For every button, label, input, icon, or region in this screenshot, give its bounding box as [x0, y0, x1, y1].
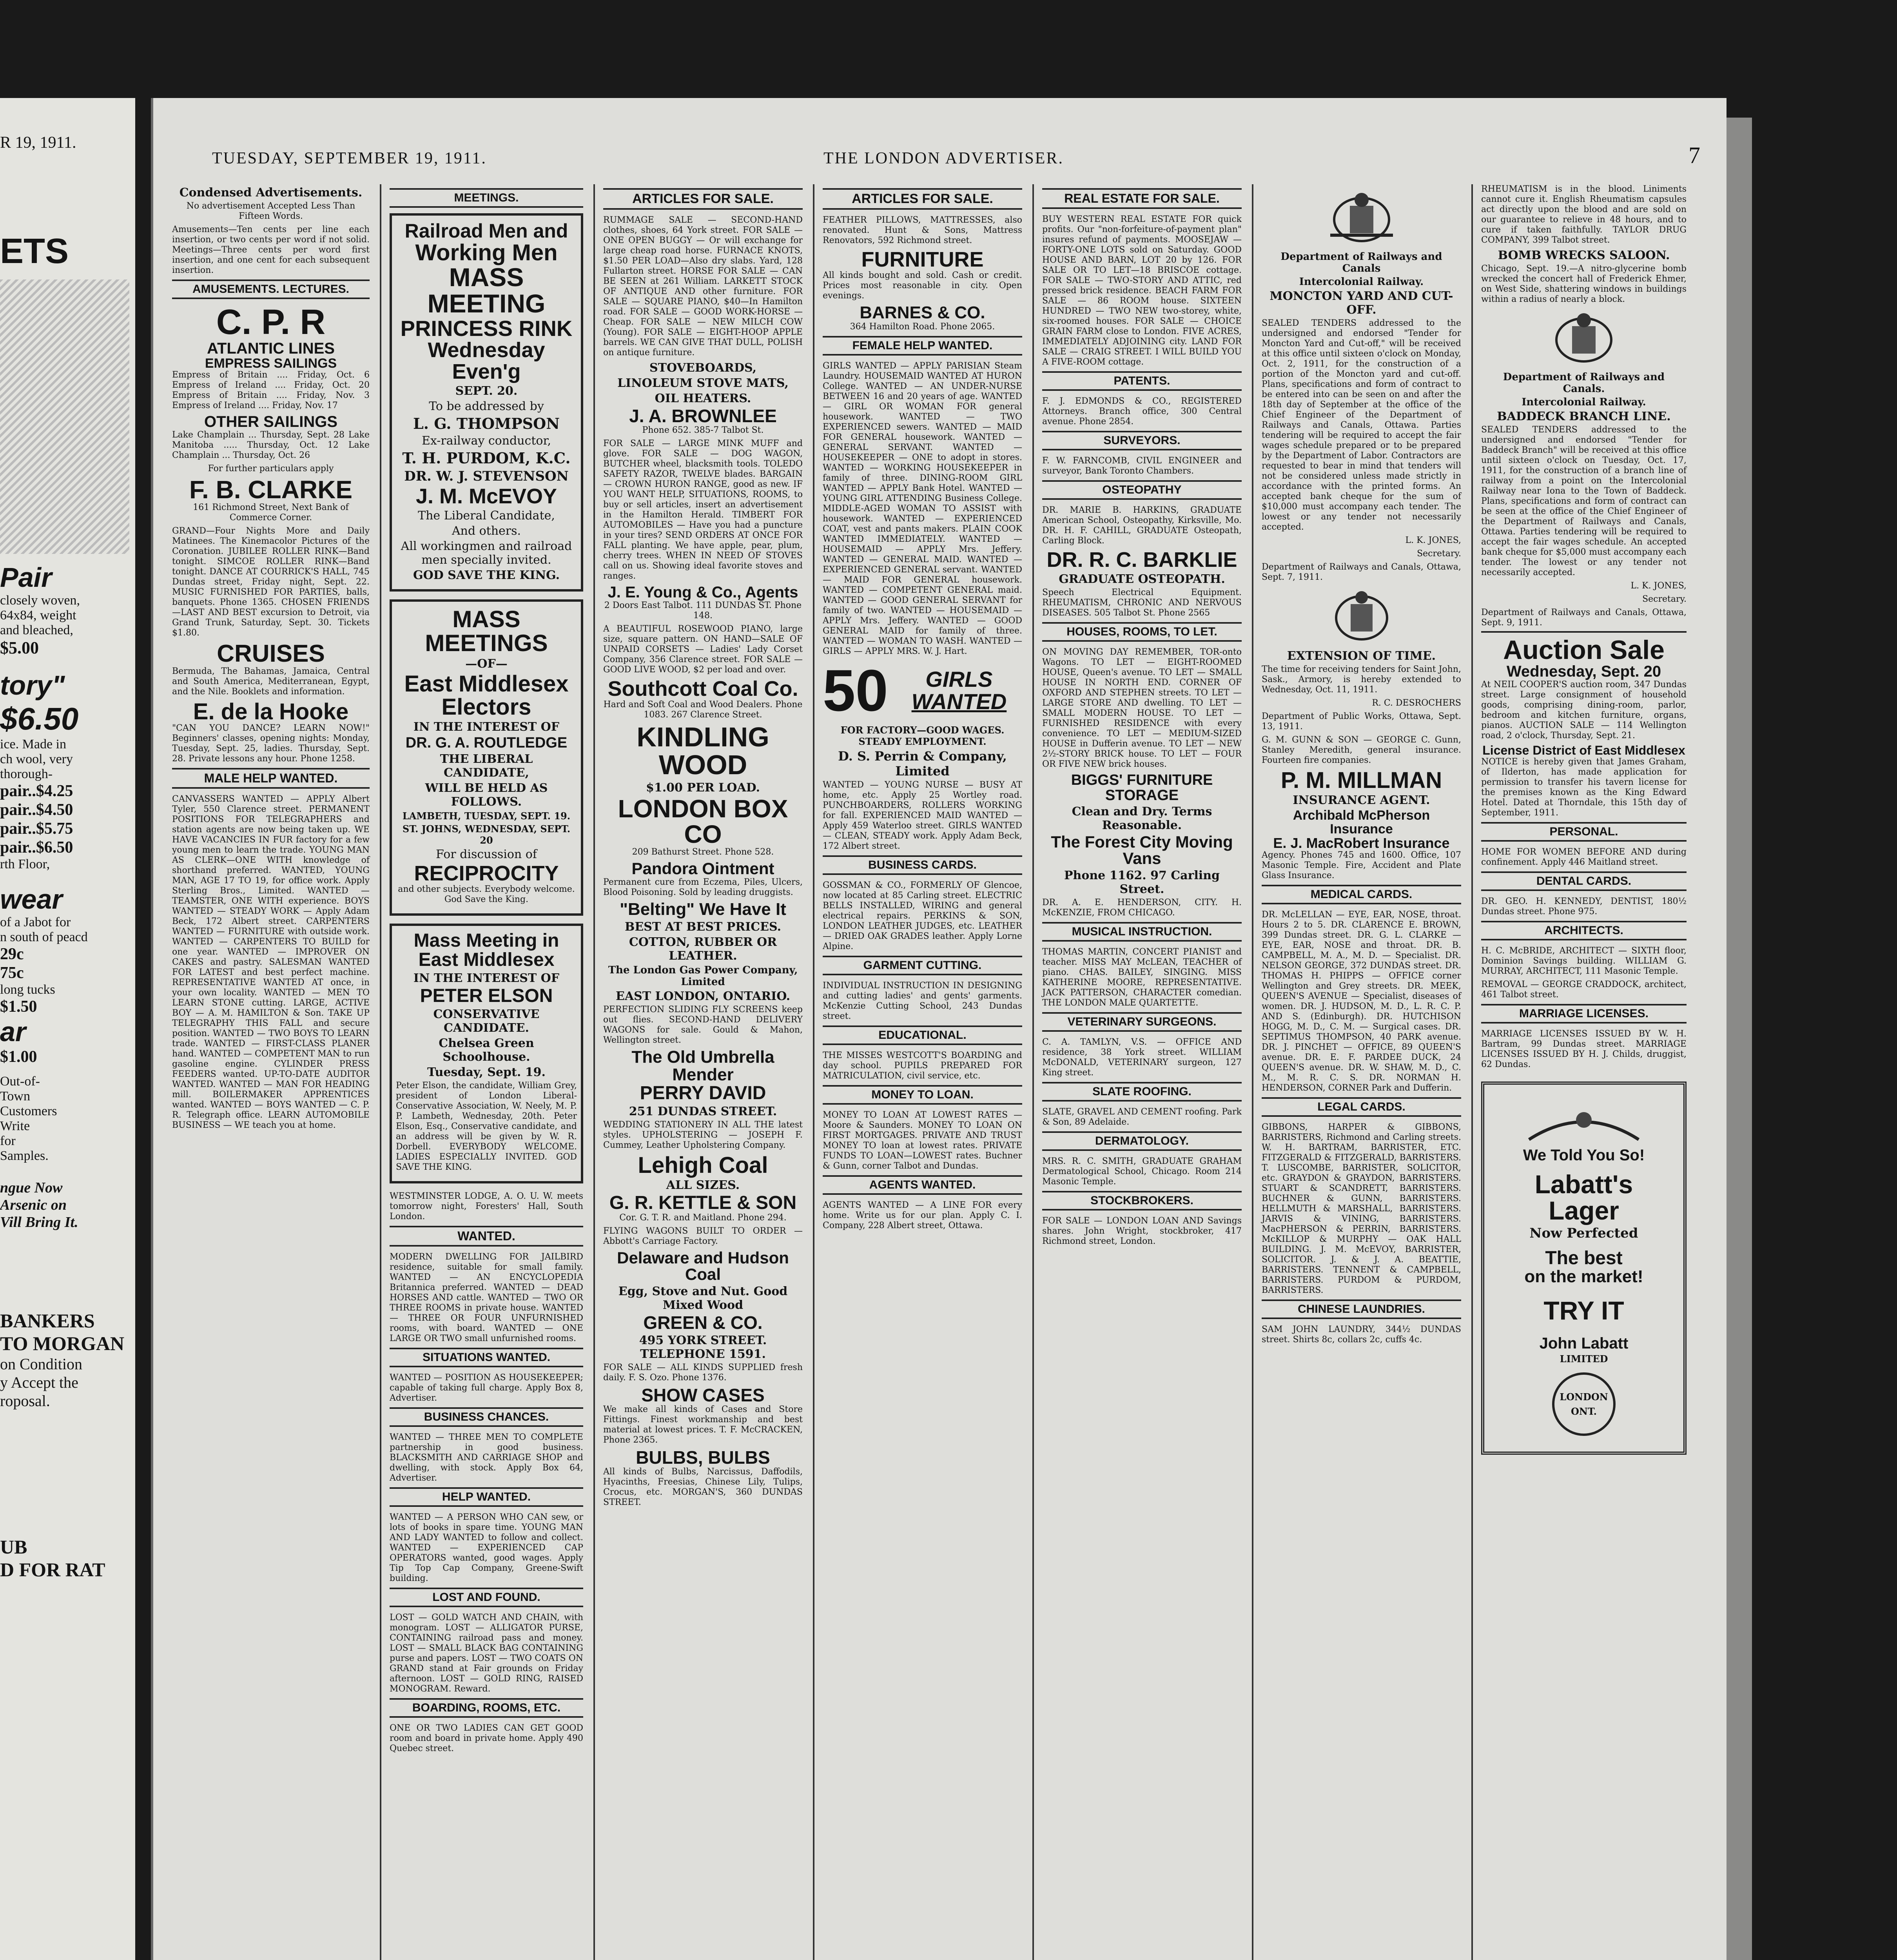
prev-fragment: roposal. — [0, 1392, 50, 1410]
ad-line: IN THE INTEREST OF — [413, 720, 560, 734]
storage-sub: Clean and Dry. Terms Reasonable. — [1072, 804, 1212, 832]
situations-text: WANTED — POSITION AS HOUSEKEEPER; capable of taking full charge. Apply Box 8, Advertiser. — [390, 1372, 583, 1403]
labatt-best: The best — [1545, 1248, 1623, 1269]
showcases-title: SHOW CASES — [641, 1385, 765, 1406]
dental-heading: DENTAL CARDS. — [1481, 871, 1687, 891]
prev-fragment: long tucks — [0, 982, 55, 997]
delaware-title: Delaware and Hudson Coal — [617, 1248, 789, 1284]
column-real-estate — [1035, 184, 1249, 1960]
ad-line: To be addressed by — [429, 399, 544, 414]
prev-fragment: y Accept the — [0, 1374, 78, 1391]
fb-clarke-address: 161 Richmond Street, Next Bank of Commerce Corner. — [193, 503, 349, 523]
ad-line: DR. W. J. STEVENSON — [404, 468, 569, 485]
prev-fragment: tory" — [0, 670, 65, 701]
business-cards-text: GOSSMAN & CO., FORMERLY OF Glencoe, now located at 85 Carling street. ELECTRIC BELLS INSTALLED, WIRING and general electrical repairs. PERKINS & SON, LONDON LEATHER JUDGES, etc. LEATHER — DRIED OAK GRADES leather. Apply Lorne Alpine. — [823, 880, 1022, 951]
seal-province: ONT. — [1571, 1406, 1597, 1417]
ad-line: All workingmen and railroad men specially invited. — [401, 539, 572, 567]
ad-line: CONSERVATIVE CANDIDATE. — [433, 1007, 540, 1035]
page-edge — [1727, 118, 1752, 1960]
stove-ad-line: LINOLEUM STOVE MATS, — [617, 376, 789, 390]
umbrella-name: PERRY DAVID — [640, 1082, 766, 1103]
veterinary-heading: VETERINARY SURGEONS. — [1042, 1012, 1242, 1032]
condensed-title: Condensed Advertisements. — [179, 186, 363, 200]
hooke-title: E. de la Hooke — [193, 699, 349, 724]
articles-heading-2: ARTICLES FOR SALE. — [823, 188, 1022, 210]
prev-fragment: UB — [0, 1536, 27, 1558]
ad-line: East Middlesex — [418, 949, 555, 970]
ad-line: MASS MEETINGS — [425, 606, 548, 657]
help-text-2: WANTED — YOUNG NURSE — BUSY AT home, etc. Apply 25 Wortley road. PUNCHBOARDERS, ROLLERS WORKING for fall. EXPERIENCED MAID WANTED — Apply 459 Waterloo street. GIRLS WANTED — CLEAN, STEADY work. Apply Adam Beck, 172 Albert street. — [823, 780, 1022, 851]
header-paper-name: THE LONDON ADVERTISER. — [823, 149, 1064, 167]
labatt-lager: Lager — [1549, 1196, 1619, 1225]
boarding-heading: BOARDING, ROOMS, ETC. — [390, 1698, 583, 1718]
stove-ad-line: OIL HEATERS. — [655, 392, 751, 405]
belting-line: The London Gas Power Company, Limited — [608, 964, 798, 988]
agents-text: AGENTS WANTED — A LINE FOR every home. Write us for our plan. Apply C. I. Company, 228 Albert street, Ottawa. — [823, 1200, 1022, 1230]
license-title: License District of East Middlesex — [1482, 743, 1685, 758]
prev-fragment: Pair — [0, 562, 52, 593]
ad-line: The Liberal Candidate, — [418, 509, 555, 523]
prev-fragment: of a Jabot for — [0, 915, 71, 929]
prev-fragment: TO MORGAN — [0, 1332, 125, 1354]
articles-text-4: PERFECTION SLIDING FLY SCREENS keep out flies. SECOND-HAND DELIVERY WAGONS for sale. Gould & Mahon, Wellington street. — [603, 1004, 803, 1045]
prev-fragment: on Condition — [0, 1355, 83, 1373]
ad-line: MASS MEETING — [427, 263, 546, 318]
ad-line: T. H. PURDOM, K.C. — [402, 449, 571, 467]
column-rule — [1252, 184, 1253, 1960]
ad-line: For discussion of — [436, 847, 537, 861]
prev-fragment: wear — [0, 884, 63, 915]
dermatology-text: MRS. R. C. SMITH, GRADUATE GRAHAM Dermatological School, Chicago. Room 214 Masonic Temple. — [1042, 1156, 1242, 1187]
business-chances-heading: BUSINESS CHANCES. — [390, 1407, 583, 1427]
auction-date: Wednesday, Sept. 20 — [1506, 663, 1661, 681]
extension-title: EXTENSION OF TIME. — [1287, 649, 1436, 663]
column-tenders-professional — [1255, 184, 1468, 1960]
baddeck-text: SEALED TENDERS addressed to the undersigned and endorsed "Tender for Baddeck Branch" will be received at this office until sixteen o'clock on Tuesday, Oct. 17, 1911, for the construction of a branch line of railway from a point on the Intercolonial Railway near Iona to the Town of Baddeck. Plans, specifications and form of contract can be seen at the office of the Chief Engineer of the Department of Railways and Canals, Ottawa. Parties tendering will be required to accept the fair wages schedule. An accepted bank cheque for $5,000 must accompany each tender. The lowest or any tender not necessarily accepted. — [1481, 425, 1687, 577]
young-co-address: 2 Doors East Talbot. 111 DUNDAS ST. Phone 148. — [604, 600, 802, 621]
ad-line: Wednesday Even'g — [428, 338, 545, 383]
prev-fragment: $1.50 — [0, 998, 37, 1016]
prev-illustration — [0, 279, 129, 554]
labatt-name: Labatt's — [1534, 1169, 1633, 1199]
header-page-number: 7 — [1688, 142, 1701, 168]
jones-title-2: Secretary. — [1642, 594, 1687, 604]
music-heading: MUSICAL INSTRUCTION. — [1042, 922, 1242, 942]
ad-line: Ex-railway conductor, — [421, 434, 551, 448]
ad-line: IN THE INTEREST OF — [413, 971, 560, 985]
barklie-text: Speech Electrical Equipment. RHEUMATISM, CHRONIC AND NERVOUS DISEASES. 505 Talbot St. Phone 2565 — [1042, 588, 1242, 618]
millman-sub: INSURANCE AGENT. — [1293, 793, 1430, 808]
labatt-company: John Labatt — [1539, 1335, 1629, 1352]
showcases-text: We make all kinds of Cases and Store Fittings. Finest workmanship and best material at lowest prices. T. F. McCRACKEN, Phone 2365. — [603, 1405, 803, 1445]
storage-title: BIGGS' FURNITURE STORAGE — [1071, 772, 1213, 804]
prev-page-column — [0, 231, 129, 1581]
brownlee-title: J. A. BROWNLEE — [629, 406, 777, 426]
peter-elson-meeting-ad — [390, 924, 583, 1183]
prev-fragment: 64x84, weight — [0, 608, 76, 622]
labatt-limited: LIMITED — [1560, 1353, 1608, 1365]
cpr-subtitle: ATLANTIC LINES — [207, 339, 335, 357]
business-chances-text: WANTED — THREE MEN TO COMPLETE partnership in good business. BLACKSMITH AND CARRIAGE SHOP and dwelling, with stock. Apply Box 64, Advertiser. — [390, 1432, 583, 1483]
ad-line: DR. G. A. ROUTLEDGE — [405, 734, 568, 751]
ad-line: —OF— — [465, 657, 508, 671]
boarding-text: ONE OR TWO LADIES CAN GET GOOD room and board in private home. Apply 490 Quebec street. — [390, 1723, 583, 1753]
labatt-market: on the market! — [1524, 1267, 1643, 1287]
ad-line: J. M. McEVOY — [415, 485, 557, 508]
real-estate-text: BUY WESTERN REAL ESTATE FOR quick profits. Our "non-forfeiture-of-payment plan" insures refund of payments. MOOSEJAW — FORTY-ONE LOTS sold on Saturday. GOOD HOUSE AND BARN, LOT 20 by 126. FOR SALE OR TO LET—18 BRISCOE cottage. FOR SALE — TWO-STORY AND ATTIC, red pressed brick residence. BEACH FARM FOR SALE — 86 ROOM house. SIXTEEN HUNDRED — TWO NEW two-storey, white, six-roomed houses. FOR SALE — CHOICE GRAIN FARM close to London. FIVE ACRES, IMMEDIATELY ADJOINING city. LAND FOR SALE — CRAIG STREET. I WILL BUILD YOU A FIVE-ROOM cottage. — [1042, 214, 1242, 367]
osteopathy-heading: OSTEOPATHY — [1042, 480, 1242, 500]
column-classified-amusements — [165, 184, 377, 1960]
labatt-ad — [1481, 1082, 1687, 1455]
umbrella-title: The Old Umbrella Mender — [631, 1047, 774, 1084]
situations-heading: SITUATIONS WANTED. — [390, 1348, 583, 1367]
ad-line: Tuesday, Sept. 19. — [427, 1065, 546, 1079]
brownlee-address: Phone 652. 385-7 Talbot St. — [642, 425, 764, 435]
pandora-title: Pandora Ointment — [631, 859, 774, 878]
furniture-title: FURNITURE — [861, 248, 984, 271]
prev-fragment: ETS — [0, 232, 69, 271]
ad-line: ST. JOHNS, WEDNESDAY, SEPT. 20 — [402, 823, 571, 846]
column-rule — [1471, 184, 1473, 1960]
lodge-notice: WESTMINSTER LODGE, A. O. U. W. meets tomorrow night, Foresters' Hall, South London. — [390, 1191, 583, 1221]
garment-heading: GARMENT CUTTING. — [823, 956, 1022, 975]
london-box-title: LONDON BOX CO — [618, 794, 788, 848]
patents-text: F. J. EDMONDS & CO., REGISTERED Attorneys. Branch office, 300 Central avenue. Phone 2854. — [1042, 396, 1242, 426]
desrochers-dateline: Department of Public Works, Ottawa, Sept. 13, 1911. — [1262, 711, 1461, 731]
prev-fragment: $5.00 — [0, 638, 39, 657]
column-rule — [1032, 184, 1034, 1960]
male-help-heading: MALE HELP WANTED. — [172, 768, 370, 789]
jones-signature-2: L. K. JONES, — [1630, 581, 1687, 591]
prev-fragment: closely woven, — [0, 593, 80, 608]
dept-railways-2: Department of Railways and Canals. — [1503, 371, 1665, 395]
surveyors-text: F. W. FARNCOMB, CIVIL ENGINEER and surveyor, Bank Toronto Chambers. — [1042, 456, 1242, 476]
moving-vans-title: The Forest City Moving Vans — [1051, 832, 1233, 868]
chinese-laundries-heading: CHINESE LAUNDRIES. — [1262, 1299, 1461, 1319]
meetings-heading: MEETINGS. — [390, 188, 583, 208]
coat-of-arms-icon — [1262, 188, 1461, 247]
cpr-subtitle-2: EMPRESS SAILINGS — [205, 356, 337, 371]
articles-heading: ARTICLES FOR SALE. — [603, 188, 803, 210]
southcott-title: Southcott Coal Co. — [608, 677, 798, 701]
music-text: THOMAS MARTIN, CONCERT PIANIST and teacher. MISS MAY McLEAN, TEACHER of piano. CHAS. BAILEY, SINGING. MISS KATHERINE MOORE, REPRESENTATIVE. JACK PATTERSON, CHARACTER comedian. THE LONDON MALE QUARTETTE. — [1042, 947, 1242, 1008]
prev-page-header: R 19, 1911. — [0, 134, 76, 152]
young-co-title: J. E. Young & Co., Agents — [608, 583, 798, 601]
patents-heading: PATENTS. — [1042, 371, 1242, 391]
prev-fragment: pair..$4.25 — [0, 782, 73, 800]
stockbrokers-text: FOR SALE — LONDON LOAN AND Savings shares. John Wright, stockbroker, 417 Richmond street, London. — [1042, 1216, 1242, 1247]
prev-fragment: pair..$4.50 — [0, 801, 73, 819]
railroad-mass-meeting-ad — [390, 213, 583, 592]
ad-line: Railroad Men and — [404, 220, 568, 242]
prev-fragment: pair..$5.75 — [0, 820, 73, 838]
barnes-address: 364 Hamilton Road. Phone 2065. — [850, 321, 995, 332]
delaware-line: Egg, Stove and Nut. Good Mixed Wood — [618, 1285, 788, 1312]
articles-text: FEATHER PILLOWS, MATTRESSES, also renovated. Hunt & Sons, Mattress Renovators, 592 Richmond street. — [823, 215, 1022, 245]
articles-text-5: WEDDING STATIONERY IN ALL THE latest styles. UPHOLSTERING — JOSEPH F. Cummey, Leather Upholstering Company. — [603, 1120, 803, 1150]
cpr-sailings: Empress of Britain .... Friday, Oct. 6 Empress of Ireland .... Friday, Oct. 20 Empress of Britain .... Friday, Nov. 3 Empress of Ireland .... Friday, Nov. 17 — [172, 370, 370, 411]
ad-line: LAMBETH, TUESDAY, SEPT. 19. — [402, 810, 571, 822]
other-sailings: OTHER SAILINGS — [204, 413, 338, 431]
belting-line: BEST AT BEST PRICES. — [624, 920, 782, 934]
prev-fragment: thorough- — [0, 767, 53, 781]
prev-fragment: Arsenic on — [0, 1197, 67, 1213]
bulbs-text: All kinds of Bulbs, Narcissus, Daffodils, Hyacinths, Freesias, Chinese Lily, Tulips, Crocus, etc. MORGAN'S, 360 DUNDAS STREET. — [603, 1466, 803, 1507]
east-middlesex-meetings-ad — [390, 599, 583, 916]
auction-title: Auction Sale — [1481, 631, 1687, 664]
kindling-title: KINDLING WOOD — [637, 721, 769, 780]
cpr-title: C. P. R — [216, 303, 326, 342]
stockbrokers-heading: STOCKBROKERS. — [1042, 1191, 1242, 1210]
labatt-seal — [1552, 1372, 1616, 1436]
intercolonial: Intercolonial Railway. — [1299, 276, 1424, 288]
other-sailings-text: Lake Champlain ... Thursday, Sept. 28 Lake Manitoba ..... Thursday, Oct. 12 Lake Champlain ... Thursday, Oct. 26 — [172, 430, 370, 461]
ornament-icon — [1496, 1104, 1672, 1143]
ad-line: PRINCESS RINK — [400, 316, 573, 341]
help-wanted-heading: HELP WANTED. — [390, 1487, 583, 1507]
moving-vans-address: Phone 1162. 97 Carling Street. — [1064, 869, 1220, 897]
cruises-text: Bermuda, The Bahamas, Jamaica, Central and South America, Mediterranean, Egypt, and the Nile. Booklets and information. — [172, 666, 370, 697]
prev-fragment: for — [0, 1134, 16, 1148]
stove-ad-line: STOVEBOARDS, — [649, 361, 757, 375]
money-heading: MONEY TO LOAN. — [823, 1085, 1022, 1105]
umbrella-address: 251 DUNDAS STREET. — [629, 1104, 777, 1118]
prev-fragment: ngue Now — [0, 1180, 63, 1196]
fifty-girls-ad — [823, 657, 1022, 723]
prev-fragment: and bleached, — [0, 623, 73, 637]
ad-line: Mass Meeting in — [413, 930, 559, 951]
legal-text: GIBBONS, HARPER & GIBBONS, BARRISTERS, Richmond and Carling streets. W. H. BARTRAM, BARRISTER, ETC. FITZGERALD & FITZGERALD, BARRISTERS. T. LUSCOMBE, BARRISTER, SOLICITOR, etc. GRAYDON & GRAYDON, BARRISTERS. STUART & SCANDRETT, BARRISTERS. BUCHNER & GUNN, BARRISTERS. HELLMUTH & MARSHALL, BARRISTERS. JARVIS & VINING, BARRISTERS. MacPHERSON & PERRIN, BARRISTERS. McKILLOP & MURPHY — OAK HALL BUILDING. J. M. McEVOY, BARRISTER, SOLICITOR. J. & J. A. BEATTIE, BARRISTERS. TENNENT & CAMPBELL, BARRISTERS. PURDOM & PURDOM, BARRISTERS. — [1262, 1122, 1461, 1296]
personal-text: HOME FOR WOMEN BEFORE AND during confinement. Apply 446 Maitland street. — [1481, 847, 1687, 867]
moncton-text: SEALED TENDERS addressed to the undersigned and endorsed "Tender for Moncton Yard and Cut-off," will be received at this office until sixteen o'clock on Monday, Oct. 2, 1911, for the construction of a portion of the Moncton yard and cut-off. Plans, specifications and form of contract to be entered into can be seen on and after the 18th day of September at the office of the Chief Engineer of the Department of Railways and Canals, Ottawa. Parties tendering will be required to accept the fair wages schedule prepared or to be prepared by the Department of Labor. Contractors are requested to bear in mind that tenders will not be considered unless made strictly in accordance with the printed forms. An accepted bank cheque for the sum of $10,000 must accompany each tender. The lowest or any tender not necessarily accepted. — [1262, 318, 1461, 532]
articles-text-3: A BEAUTIFUL ROSEWOOD PIANO, large size, square pattern. ON HAND—SALE OF UNPAID CORSETS — Ladies' Lady Corset Company, 356 Clarence street. FOR SALE — GOOD LIVE WOOD, $2 per load and over. — [603, 624, 803, 675]
medical-heading: MEDICAL CARDS. — [1262, 885, 1461, 904]
houses-heading: HOUSES, ROOMS, TO LET. — [1042, 622, 1242, 642]
condensed-rates: Amusements—Ten cents per line each insertion, or two cents per word if not solid. Meetings—Three cents per word first insertion, and one cent for each subsequent insertion. — [172, 225, 370, 275]
prev-fragment: Samples. — [0, 1149, 49, 1163]
intercolonial-2: Intercolonial Railway. — [1522, 396, 1646, 408]
chinese-laundries-text: SAM JOHN LAUNDRY, 344½ DUNDAS street. Shirts 8c, collars 2c, cuffs 4c. — [1262, 1325, 1461, 1345]
marriage-heading: MARRIAGE LICENSES. — [1481, 1004, 1687, 1024]
articles-text-7: FOR SALE — ALL KINDS SUPPLIED fresh daily. F. S. Ozo. Phone 1376. — [603, 1363, 803, 1383]
prev-fragment: ch wool, very — [0, 752, 73, 766]
ad-line: L. G. THOMPSON — [413, 415, 560, 433]
delaware-line: GREEN & CO. — [643, 1312, 763, 1333]
educational-text: THE MISSES WESTCOTT'S BOARDING and day school. PUPILS PREPARED FOR MATRICULATION, civil service, etc. — [823, 1050, 1022, 1081]
amusements-heading: AMUSEMENTS. LECTURES. — [172, 279, 370, 299]
labatt-tagline: We Told You So! — [1523, 1146, 1645, 1164]
column-rule — [813, 184, 814, 1960]
slate-heading: SLATE ROOFING. — [1042, 1082, 1242, 1102]
help-wanted-text: WANTED — A PERSON WHO CAN sew, or lots of books in spare time. YOUNG MAN AND LADY WANTED to follow and collect. WANTED — EXPERIENCED CAP OPERATORS wanted, good wages. Apply Tip Top Cap Company, Greene-Swift building. — [390, 1512, 583, 1583]
pandora-text: Permanent cure from Eczema, Piles, Ulcers, Blood Poisoning. Sold by leading druggists. — [603, 877, 803, 897]
business-cards-heading: BUSINESS CARDS. — [823, 855, 1022, 875]
ad-line: THE LIBERAL CANDIDATE, — [440, 752, 533, 780]
girls-word: GIRLS — [925, 667, 993, 692]
money-text: MONEY TO LOAN AT LOWEST RATES — Moore & Saunders. MONEY TO LOAN ON FIRST MORTGAGES. PRIVATE AND TRUST MONEY TO loan at lowest rates. PRIVATE FUNDS TO LOAN—LOWEST rates. Buchner & Gunn, corner Talbot and Dundas. — [823, 1110, 1022, 1171]
condensed-intro: No advertisement Accepted Less Than Fifteen Words. — [186, 201, 355, 221]
jones-signature: L. K. JONES, — [1405, 535, 1461, 545]
prev-fragment: ar — [0, 1016, 26, 1047]
slate-text: SLATE, GRAVEL AND CEMENT roofing. Park & Son, 89 Adelaide. — [1042, 1107, 1242, 1127]
bulbs-title: BULBS, BULBS — [636, 1447, 770, 1468]
dental-text: DR. GEO. H. KENNEDY, DENTIST, 180½ Dundas street. Phone 975. — [1481, 896, 1687, 916]
medical-text: DR. McLELLAN — EYE, EAR, NOSE, throat. Hours 2 to 5. DR. CLARENCE E. BROWN, 399 Dundas street. DR. G. L. CLARKE — EYE, EAR, NOSE and throat. DR. B. CAMPBELL, M. A., M. D. — Specialist. DR. NELSON GEORGE, 372 DUNDAS street. DR. THOMAS H. PHIPPS — OFFICE corner Wellington and Grey streets. DR. MEEK, QUEEN'S AVENUE — Specialist, diseases of women. DR. J. HUDSON, M. D., L. R. C. P. AND S. (Edinburgh). DR. HUTCHISON HOGG, M. D., C. M. — Surgical cases. DR. SEPTIMUS THOMPSON, 40 PARK avenue. DR. J. PINCHET — OFFICE, 89 QUEEN'S avenue. DR. E. F. PARDEE DUCK, 24 QUEEN'S avenue. DR. W. SHAW, M. D., C. M., M. R. C. S. DR. NORMAN H. HENDERSON, CORNER Park and Dufferin. — [1262, 910, 1461, 1093]
lost-found-text: LOST — GOLD WATCH AND CHAIN, with monogram. LOST — ALLIGATOR PURSE, CONTAINING railroad pass and money. LOST — SMALL BLACK BAG CONTAINING purse and papers. LOST — TWO COATS ON GRAND stand at Fair grounds on Friday afternoon. LOST — GOLD RING, RAISED MONOGRAM. Reward. — [390, 1612, 583, 1694]
prev-fragment: BANKERS — [0, 1310, 95, 1332]
prev-fragment: Out-of- — [0, 1074, 40, 1089]
prev-fragment: Vill Bring It. — [0, 1214, 78, 1230]
legal-heading: LEGAL CARDS. — [1262, 1097, 1461, 1117]
architects-heading: ARCHITECTS. — [1481, 921, 1687, 940]
belting-line: COTTON, RUBBER OR LEATHER. — [629, 935, 777, 963]
prev-fragment: Write — [0, 1119, 30, 1133]
column-rule — [593, 184, 595, 1960]
dept-railways: Department of Railways and Canals — [1280, 251, 1442, 274]
belting-title: "Belting" We Have It — [620, 899, 786, 919]
dermatology-heading: DERMATOLOGY. — [1042, 1131, 1242, 1151]
barnes-title: BARNES & CO. — [860, 303, 985, 323]
lehigh-sizes: ALL SIZES. — [666, 1178, 740, 1192]
column-meetings — [383, 184, 590, 1960]
previous-page-fragment — [0, 98, 135, 1960]
fifty-number: 50 — [823, 657, 888, 723]
prev-fragment: 29c — [0, 945, 24, 963]
prev-fragment: 75c — [0, 964, 24, 982]
ad-line: PETER ELSON — [420, 985, 553, 1006]
prev-fragment: $6.50 — [0, 701, 79, 736]
millman-title: P. M. MILLMAN — [1280, 768, 1442, 793]
prev-fragment: D FOR RAT — [0, 1559, 105, 1581]
moncton-title: MONCTON YARD AND CUT-OFF. — [1270, 289, 1453, 317]
hooke-text: "CAN YOU DANCE? LEARN NOW!" Beginners' classes, opening nights: Monday, Tuesday, Sept. 25, ladies. Thursday, Sept. 28. Private lessons any hour. Phone 1258. — [172, 723, 370, 764]
cruises-title: CRUISES — [217, 640, 325, 668]
license-text: NOTICE is hereby given that James Graham, of Ilderton, has made application for permission to transfer his tavern license for the premises known as the King Edward Hotel. Dated at Thorndale, this 15th day of September, 1911. — [1481, 757, 1687, 818]
removal-notice: REMOVAL — GEORGE CRADDOCK, architect, 461 Talbot street. — [1481, 979, 1687, 1000]
personal-heading: PERSONAL. — [1481, 822, 1687, 842]
real-estate-heading: REAL ESTATE FOR SALE. — [1042, 188, 1242, 209]
prev-fragment: Town — [0, 1089, 30, 1103]
wanted-heading: WANTED. — [390, 1226, 583, 1247]
barklie-sub: GRADUATE OSTEOPATH. — [1059, 572, 1225, 586]
belting-line: EAST LONDON, ONTARIO. — [615, 989, 791, 1003]
extension-text: The time for receiving tenders for Saint John, Sask., Armory, is hereby extended to Wednesday, Oct. 11, 1911. — [1262, 664, 1461, 695]
osteopathy-text: DR. MARIE B. HARKINS, GRADUATE American School, Osteopathy, Kirksville, Mo. DR. H. F. CAHILL, GRADUATE Osteopath, Carling Block. — [1042, 505, 1242, 546]
lehigh-title: Lehigh Coal — [638, 1152, 768, 1178]
kindling-price: $1.00 PER LOAD. — [646, 780, 760, 795]
agents-heading: AGENTS WANTED. — [823, 1175, 1022, 1195]
kettle-title: G. R. KETTLE & SON — [609, 1192, 797, 1213]
newspaper-page — [151, 98, 1727, 1960]
column-articles-for-sale-1 — [596, 184, 810, 1960]
ad-line: RECIPROCITY — [414, 861, 559, 885]
bomb-text: Chicago, Sept. 19.—A nitro-glycerine bomb wrecked the concert hall of Frederick Ehmer, on West Side, shattering windows in buildings within a radius of nearly a block. — [1481, 264, 1687, 304]
architects-text: H. C. McBRIDE, ARCHITECT — SIXTH floor, Dominion Savings building. WILLIAM G. MURRAY, ARCHITECT, 111 Masonic Temple. — [1481, 946, 1687, 976]
real-estate-text-2: DR. A. E. HENDERSON, CITY. H. McKENZIE, FROM CHICAGO. — [1042, 898, 1242, 918]
male-help-text: CANVASSERS WANTED — APPLY Albert Tyler, 550 Clarence street. PERMANENT POSITIONS FOR TELEGRAPHERS and station agents are now being taken up. WE HAVE VACANCIES IN FUR factory for a few young men to learn the trade. YOUNG MAN AS CLERK—ONE WITH knowledge of shorthand preferred. WANTED, YOUNG MAN, AGE 17 TO 19, for office work. Apply Sterling Bros., Limited. WANTED — TEAMSTER, ONE WITH experience. BOYS WANTED — STEADY WORK — Apply Adam Beck, 172 Albert street. CARPENTERS WANTED — FURNITURE with outside work. WANTED — CARPENTERS TO BUILD for one year. WANTED — IMPROVER ON CAKES and pastry. SALESMAN WANTED FOR LATEST and best perfect machine. REPRESENTATIVE WANTED AT once, in your own locality. WANTED — MEN TO LEARN STONE cutting. LARGE, ACTIVE BOY — A. M. HAMILTON & Son. TAKE UP TELEGRAPHY THIS FALL and secure position. WANTED — TWO BOYS TO LEARN trade. WANTED — FIRST-CLASS PLANER hand. WANTED — COMPETENT MAN to run gasoline engine. CYLINDER PRESS FEEDERS wanted. UP-TO-DATE AUDITOR WANTED. WANTED — MAN FOR HEADING mill. BOILERMAKER APPRENTICES wanted. WANTED — BOYS WANTED — C. P. R. Telegraph office. LEARN AUTOMOBILE BUSINESS — WE teach you at home. — [172, 794, 370, 1130]
prev-fragment: ice. Made in — [0, 737, 66, 751]
ad-line: SEPT. 20. — [455, 384, 518, 398]
rheumatism-text: RHEUMATISM is in the blood. Liniments cannot cure it. English Rheumatism capsules act directly upon the blood and are sold on our guarantee to relieve in 48 hours, and to cure if taken faithfully. TAYLOR DRUG COMPANY, 399 Talbot street. — [1481, 184, 1687, 245]
wanted-text: MODERN DWELLING FOR JAILBIRD residence, suitable for small family. WANTED — AN ENCYCLOPEDIA Britannica preferred. WANTED — DEAD HORSES AND cattle. WANTED — TWO OR THREE ROOMS in private house. WANTED — THREE OR FOUR UNFURNISHED rooms, with board. WANTED — ONE LARGE OR TWO small unfurnished rooms. — [390, 1252, 583, 1343]
auction-text: At NEIL COOPER'S auction room, 347 Dundas street. Large consignment of household goods, comprising dining-room, parlor, bedroom and kitchen furniture, organs, pianos. AUCTION SALE — 114 Wellington road, 2 o'clock, Thursday, Sept. 21. — [1481, 680, 1687, 741]
articles-text-2: FOR SALE — LARGE MINK MUFF and glove. FOR SALE — DOG WAGON, BUTCHER wheel, blacksmith tools. TOLEDO SAFETY RAZOR, TWELVE blades. BARGAIN — CROWN HURON RANGE, good as new. IF YOU WANT HELP, SITUATIONS, ROOMS, to buy or sell articles, insert an advertisement in the Hamilton Herald. TIMBERT FOR AUTOMOBILES — Have you had a puncture in your tires? SEND ORDERS AT ONCE FOR FALL planting. We have apple, pear, plum, cherry trees. WHEN IN NEED OF STOVES call on us. Showing ideal favorite stoves and ranges. — [603, 438, 803, 581]
jones-dateline: Department of Railways and Canals, Ottawa, Sept. 7, 1911. — [1262, 562, 1461, 582]
ad-line: Working Men — [415, 240, 558, 265]
desrochers-signature: R. C. DESROCHERS — [1372, 698, 1461, 708]
fbc-lead: For further particulars apply — [208, 464, 334, 474]
delaware-line: 495 YORK STREET. TELEPHONE 1591. — [639, 1334, 767, 1361]
seal-city: LONDON — [1560, 1391, 1608, 1403]
prev-fragment: pair..$6.50 — [0, 838, 73, 857]
prev-fragment: n south of peacd — [0, 930, 88, 944]
ad-line: GOD SAVE THE KING. — [413, 568, 560, 583]
column-rule — [380, 184, 381, 1960]
amusements-text: GRAND—Four Nights More and Daily Matinees. The Kinemacolor Pictures of the Coronation. JUBILEE ROLLER RINK—Band tonight. SIMCOE ROLLER RINK—Band tonight. DANCE AT COURRICK'S HALL, 745 Dundas street, Friday night, Sept. 22. MUSIC FURNISHED FOR PARTIES, balls, banquets. Phone 1365. CHOSEN FRIENDS—LAST AND BEST excursion to Detroit, via Grand Trunk, Saturday, Sept. 30. Tickets $1.80. — [172, 526, 370, 638]
fb-clarke-title: F. B. CLARKE — [189, 475, 352, 504]
marriage-text: MARRIAGE LICENSES ISSUED BY W. H. Bartram, 99 Dundas street. MARRIAGE LICENSES ISSUED BY H. J. Childs, druggist, 62 Dundas. — [1481, 1029, 1687, 1069]
ad-line: Electors — [441, 694, 531, 720]
prev-fragment: $1.00 — [0, 1048, 37, 1066]
veterinary-text: C. A. TAMLYN, V.S. — OFFICE AND residence, 38 York street. WILLIAM McDONALD, VETERINARY surgeon, 127 King street. — [1042, 1037, 1242, 1078]
articles-text: RUMMAGE SALE — SECOND-HAND clothes, shoes, 64 York street. FOR SALE — ONE OPEN BUGGY — Or will exchange for large cheap road horse. FURNACE KNOTS, $1.50 PER LOAD—Also dry slabs. Yard, 128 Fullarton street. HORSE FOR SALE — CAN BE SEEN at 261 William. LARKETT STOCK OF ANTIQUE AND other furniture. FOR SALE — SQUARE PIANO, $40—In Hamilton road. FOR SALE — GOOD WORK-HORSE — Cheap. FOR SALE — NEW MILCH COW (Young). FOR SALE — EIGHT-HOOP APPLE barrels. WE CAN GIVE THAT DULL, POLISH on antique furniture. — [603, 215, 803, 358]
ad-line: Chelsea Green Schoolhouse. — [439, 1036, 534, 1064]
ad-line: Peter Elson, the candidate, William Grey, president of London Liberal-Conservative Association, W. Neely, M. P. P. Lambeth, Wednesday, 20th. Peter Elson, Esq., Conservative candidate, and an address will be given by W. R. Dorbell. EVERYBODY WELCOME. LADIES ESPECIALLY INVITED. GOD SAVE THE KING. — [396, 1080, 577, 1172]
coat-of-arms-icon — [1262, 586, 1461, 645]
insurance-text: G. M. GUNN & SON — GEORGE C. Gunn, Stanley Meredith, general insurance. Fourteen fire companies. — [1262, 735, 1461, 765]
female-help-text: GIRLS WANTED — APPLY PARISIAN Steam Laundry. HOUSEMAID WANTED AT HURON College. WANTED — AN UNDER-NURSE BETWEEN 16 and 20 years of age. WANTED — GIRL OR WOMAN FOR general housework. WANTED — TWO EXPERIENCED sewers. WANTED — MAID FOR GENERAL housework. WANTED — GENERAL SERVANT. WANTED — HOUSEKEEPER — ONE to adopt in stores. WANTED — WORKING HOUSEKEEPER in family of three. DINING-ROOM GIRL WANTED — APPLY Bank Hotel. WANTED — YOUNG GIRL ATTENDING Business College. MIDDLE-AGED WOMAN TO ASSIST with housework. WANTED — EXPERIENCED COAT, vest and pants makers. PLAIN COOK WANTED IMMEDIATELY. WANTED — HOUSEMAID — APPLY Mrs. Jeffery. WANTED — GENERAL MAID. WANTED — EXPERIENCED GENERAL servant. WANTED — MAID FOR GENERAL housework. WANTED — COMPETENT GENERAL maid. WANTED — GOOD GENERAL SERVANT for family of two. WANTED — HOUSEMAID — APPLY Mrs. Jeffery. WANTED — GOOD GENERAL MAID for family of three. WANTED — WOMAN TO WASH. WANTED — GIRLS — APPLY MRS. W. J. Hart. — [823, 361, 1022, 656]
garment-text: INDIVIDUAL INSTRUCTION IN DESIGNING and cutting ladies' and gents' garments. McKenzie Cutting School, 243 Dundas street. — [823, 980, 1022, 1021]
perrin-line: FOR FACTORY—GOOD WAGES. STEADY EMPLOYMENT. — [840, 724, 1005, 747]
barklie-title: DR. R. C. BARKLIE — [1046, 548, 1237, 572]
macrobert-text: Agency. Phones 745 and 1600. Office, 107 Masonic Temple. Fire, Accident and Plate Glass Insurance. — [1262, 850, 1461, 881]
houses-text: ON MOVING DAY REMEMBER, TOR-onto Wagons. TO LET — EIGHT-ROOMED HOUSE, Queen's avenue. TO LET — SMALL HOUSE IN NORTH END. CORNER OF OXFORD AND STEPHEN streets. TO LET — LARGE STORE AND dwelling. TO LET — SMALL MODERN HOUSE. TO LET — FURNISHED RESIDENCE with every convenience. TO LET — MEDIUM-SIZED HOUSE in Dufferin avenue. TO LET — NEW 2½-STORY BRICK house. TO LET — FOUR OR FIVE NEW brick houses. — [1042, 647, 1242, 769]
ad-line: And others. — [452, 524, 521, 538]
prev-fragment: rth Floor, — [0, 857, 50, 871]
macrobert-title: E. J. MacRobert Insurance — [1273, 835, 1450, 851]
bomb-title: BOMB WRECKS SALOON. — [1498, 249, 1670, 262]
wanted-word: WANTED — [911, 689, 1007, 714]
furniture-text: All kinds bought and sold. Cash or credit. Prices most reasonable in city. Open evenings. — [823, 270, 1022, 301]
mcpherson-title: Archibald McPherson Insurance — [1293, 808, 1430, 837]
jones-title: Secretary. — [1417, 549, 1461, 559]
perrin-company: D. S. Perrin & Company, Limited — [838, 748, 1007, 779]
london-box-address: 209 Bathurst Street. Phone 528. — [632, 847, 774, 857]
surveyors-heading: SURVEYORS. — [1042, 431, 1242, 450]
coat-of-arms-icon — [1481, 309, 1687, 367]
header-date: TUESDAY, SEPTEMBER 19, 1911. — [212, 149, 487, 167]
articles-text-6: FLYING WAGONS BUILT TO ORDER — Abbott's Carriage Factory. — [603, 1226, 803, 1246]
labatt-try-it: TRY IT — [1543, 1296, 1624, 1325]
ad-line: WILL BE HELD AS FOLLOWS. — [425, 781, 548, 809]
page-header — [212, 142, 1701, 176]
ad-line: and other subjects. Everybody welcome. God Save the King. — [398, 884, 575, 904]
baddeck-title: BADDECK BRANCH LINE. — [1497, 410, 1671, 423]
prev-fragment: Customers — [0, 1104, 57, 1118]
jones-dateline-2: Department of Railways and Canals, Ottawa, Sept. 9, 1911. — [1481, 608, 1687, 628]
southcott-text: Hard and Soft Coal and Wood Dealers. Phone 1083. 267 Clarence Street. — [603, 699, 803, 720]
lost-found-heading: LOST AND FOUND. — [390, 1588, 583, 1607]
educational-heading: EDUCATIONAL. — [823, 1025, 1022, 1045]
kettle-address: Cor. G. T. R. and Maitland. Phone 294. — [619, 1212, 787, 1223]
ad-line: East Middlesex — [404, 671, 569, 697]
female-help-heading: FEMALE HELP WANTED. — [823, 336, 1022, 356]
column-articles-for-sale-2 — [816, 184, 1029, 1960]
labatt-perfected: Now Perfected — [1529, 1225, 1638, 1241]
column-notices-labatt — [1474, 184, 1694, 1960]
